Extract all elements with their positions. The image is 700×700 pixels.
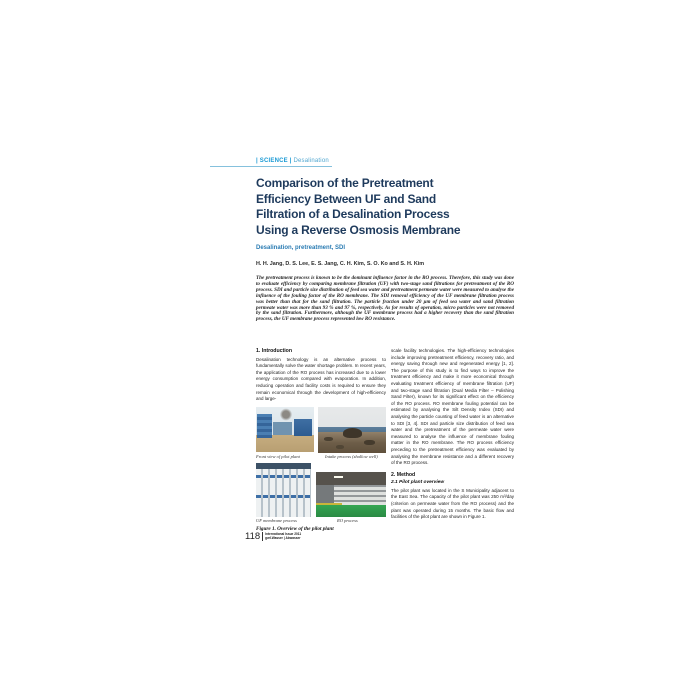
abstract-paragraph: The pretreatment process is known to be the dominant influence factor in the RO process. Therefore, this study was done to evaluate efficiency by comparing membrane filtration (UF) with two-stage sand filtrations for pretreatment of the RO process. SDI and particle size distribution of feed sea water and pretreatment permeate water were measured to analyse the influence of the fouling factor of the RO membrane. The SDI removal efficiency of the UF membrane filtration process was better than that for the sand filtration. The particle fraction under 20 μm of feed sea water and sand filtration permeate water was more than 93 % and 97 %, respectively. As for results of operation, micro particles were not removed by the sand filtration. Furthermore, although the UF membrane process had a higher recovery than the sand filtration process, the UF membrane process represented low RO resistance. bbox=[256, 275, 514, 323]
method-section bbox=[391, 472, 514, 521]
journal-line-1: International Issue 2011 bbox=[265, 532, 302, 536]
keywords-line: Desalination, pretreatment, SDI bbox=[256, 245, 346, 251]
photo-detail-pipe-arch bbox=[273, 422, 292, 435]
photo-detail-green-floor bbox=[316, 505, 386, 517]
photo-detail-blue-caps bbox=[256, 475, 311, 478]
photo-caption-uf: UF membrane process bbox=[256, 518, 297, 523]
footer-divider bbox=[262, 532, 263, 541]
photo-detail-rock bbox=[324, 437, 333, 441]
photo-detail-rock bbox=[336, 445, 344, 449]
title-line-2: Efficiency Between UF and Sand bbox=[256, 191, 437, 206]
photo-detail-rock-mound bbox=[343, 428, 362, 438]
photo-detail-tree bbox=[280, 408, 292, 421]
header-bar-left: | bbox=[256, 158, 258, 164]
section-header bbox=[256, 158, 329, 164]
photo-caption-intake: Intake process (shallow well) bbox=[325, 454, 378, 459]
photo-detail-machinery bbox=[316, 485, 334, 505]
photo-caption-ro: RO process bbox=[337, 518, 358, 523]
header-rule bbox=[210, 166, 332, 167]
photo-detail-ceiling-light bbox=[334, 476, 343, 478]
article-title bbox=[256, 176, 496, 238]
header-bar-right: | bbox=[289, 158, 292, 164]
body-column-left bbox=[256, 348, 386, 403]
section-topic: Desalination bbox=[293, 158, 329, 164]
method-paragraph: The pilot plant was located in the S Municipality adjacent to the East Sea. The capacity of the pilot plant was 250 m³/day (criterion on permeate water from the RO process) and the plant was operated during 15 months. The basic flow and facilities of the pilot plant are shown in Figure 1. bbox=[391, 487, 514, 520]
page-footer bbox=[245, 532, 301, 542]
page-number: 118 bbox=[245, 531, 261, 542]
photo-intake-process bbox=[318, 407, 386, 453]
photo-front-view-of-pilot-plant bbox=[256, 407, 314, 452]
section-label: SCIENCE bbox=[259, 158, 288, 164]
photo-detail-ro-vessels bbox=[334, 485, 386, 505]
title-line-3: Filtration of a Desalination Process bbox=[256, 207, 450, 221]
intro-paragraph-col2: scale facility technologies. The high-efficiency technologies include improving pretreatment efficiency, recovery ratio, and energy saving through new and regenerated energy [1, 2]. The purpose of this study is to find ways to improve the treatment efficiency and make it more economical through evaluating treatment efficiency of membrane filtration (UF) and two-stage sand filtration (Dual Media Filter – Polishing Sand Filter), known for its significant effect on the efficiency of the RO process. RO membrane fouling potential can be estimated by analysing the Silt Density Index (SDI) and analysing the particle counting of feed water is an alternative to SDI [3, 4]. SDI and particle size distribution of feed sea water and the pretreatment of the permeate water were measured to analyse the influence of membrane fouling matter in the RO membrane. The RO process efficiency preceding to the pretreatment efficiency was evaluated by analysing the membrane resistance and a different recovery of the RO process. bbox=[391, 348, 514, 466]
journal-info bbox=[265, 532, 301, 540]
photo-caption-front-view: Front view of pilot plant bbox=[256, 454, 300, 459]
intro-heading: 1. Introduction bbox=[256, 348, 293, 354]
authors-line: H. H. Jang, D. S. Lee, E. S. Jang, C. H. Kim, S. O. Ko and S. H. Kim bbox=[256, 261, 425, 267]
photo-uf-membrane-process bbox=[256, 463, 311, 517]
body-column-right bbox=[391, 348, 514, 521]
intro-paragraph-col1: Desalination technology is an alternative process to fundamentally solve the water shortage problem. In recent years, the application of the RO process has increased due to a lower energy consumption compared with evaporation. In addition, reducing operation and facility costs is required to ensure they remain economical through the development of high-efficiency and large- bbox=[256, 356, 386, 402]
photo-detail-blue-tank bbox=[294, 419, 312, 436]
photo-detail-blue-caps bbox=[256, 495, 311, 498]
photo-ro-process bbox=[316, 472, 386, 517]
photo-detail-blue-gantry bbox=[257, 414, 272, 438]
title-line-1: Comparison of the Pretreatment bbox=[256, 176, 434, 190]
photo-detail-rock bbox=[364, 440, 375, 445]
journal-line-2: gwf-Wasser | Abwasser bbox=[265, 536, 301, 540]
method-heading: 2. Method bbox=[391, 471, 416, 478]
title-line-4: Using a Reverse Osmosis Membrane bbox=[256, 222, 461, 237]
figure-caption: Figure 1. Overview of the pilot plant bbox=[256, 526, 334, 532]
method-subheading: 2.1 Pilot plant overview bbox=[391, 480, 445, 486]
